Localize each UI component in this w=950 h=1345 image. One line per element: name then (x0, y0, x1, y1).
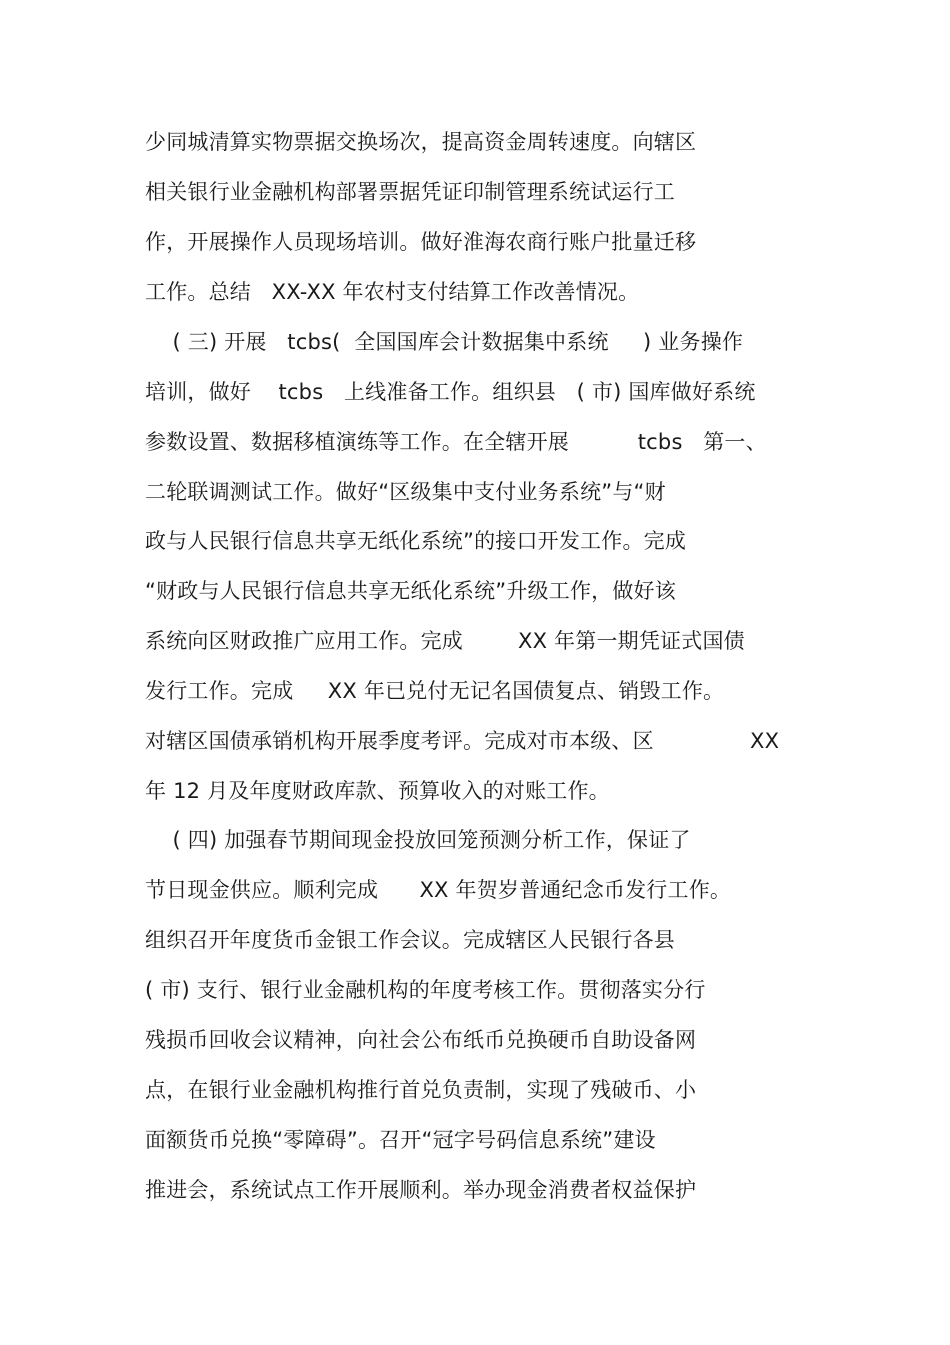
text-line: 发行工作。完成 XX 年已兑付无记名国债复点、销毁工作。 (145, 679, 725, 703)
text-line: ( 三) 开展 tcbs( 全国国库会计数据集中系统 ) 业务操作 (145, 330, 744, 354)
text-line: 作，开展操作人员现场培训。做好淮海农商行账户批量迁移 (145, 230, 697, 254)
text-line: 推进会，系统试点工作开展顺利。举办现金消费者权益保护 (145, 1178, 697, 1202)
text-line: 节日现金供应。顺利完成 XX 年贺岁普通纪念币发行工作。 (145, 878, 732, 902)
text-line: 工作。总结 XX-XX 年农村支付结算工作改善情况。 (145, 280, 640, 304)
text-line: 点，在银行业金融机构推行首兑负责制，实现了残破币、小 (145, 1078, 697, 1102)
text-line: 组织召开年度货币金银工作会议。完成辖区人民银行各县 (145, 928, 675, 952)
text-line: 面额货币兑换“零障碍”。召开“冠字号码信息系统”建设 (145, 1128, 656, 1152)
text-line: 少同城清算实物票据交换场次，提高资金周转速度。向辖区 (145, 130, 697, 154)
text-line: 政与人民银行信息共享无纸化系统”的接口开发工作。完成 (145, 529, 687, 553)
text-line: 二轮联调测试工作。做好“区级集中支付业务系统”与“财 (145, 480, 666, 504)
text-line: “财政与人民银行信息共享无纸化系统”升级工作，做好该 (145, 579, 676, 603)
text-line: ( 市) 支行、银行业金融机构的年度考核工作。贯彻落实分行 (145, 978, 706, 1002)
text-line: 相关银行业金融机构部署票据凭证印制管理系统试运行工 (145, 180, 675, 204)
text-line: 年 12 月及年度财政库款、预算收入的对账工作。 (145, 779, 610, 803)
text-line: 参数设置、数据移植演练等工作。在全辖开展 tcbs 第一、 (145, 430, 767, 454)
text-line: 对辖区国债承销机构开展季度考评。完成对市本级、区 XX (145, 729, 780, 753)
text-line: 系统向区财政推广应用工作。完成 XX 年第一期凭证式国债 (145, 629, 745, 653)
text-line: 残损币回收会议精神，向社会公布纸币兑换硬币自助设备网 (145, 1028, 697, 1052)
text-line: ( 四) 加强春节期间现金投放回笼预测分析工作，保证了 (145, 828, 691, 852)
text-line: 培训，做好 tcbs 上线准备工作。组织县 ( 市) 国库做好系统 (145, 380, 756, 404)
